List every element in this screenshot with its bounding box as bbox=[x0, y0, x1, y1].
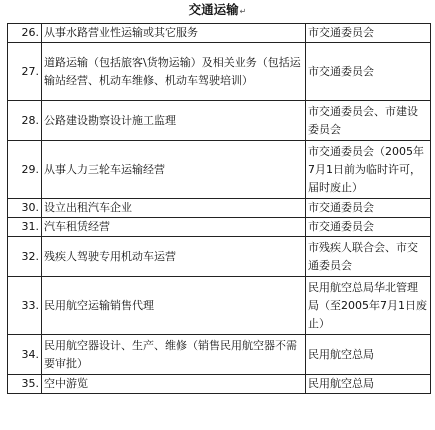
section-title bbox=[0, 2, 435, 20]
table-row bbox=[8, 218, 431, 237]
row-number: 34. bbox=[8, 335, 42, 375]
approving-authority: 市残疾人联合会、市交通委员会 bbox=[306, 237, 431, 277]
paragraph-mark: ↵ bbox=[239, 7, 247, 16]
approval-item: 从事水路营业性运输或其它服务 bbox=[42, 24, 306, 43]
row-number: 32. bbox=[8, 237, 42, 277]
table-row bbox=[8, 24, 431, 43]
approval-item: 设立出租汽车企业 bbox=[42, 199, 306, 218]
approval-item: 从事人力三轮车运输经营 bbox=[42, 141, 306, 199]
table-row bbox=[8, 101, 431, 141]
row-number: 26. bbox=[8, 24, 42, 43]
table-row bbox=[8, 199, 431, 218]
approving-authority: 民用航空总局华北管理局（至2005年7月1日废止） bbox=[306, 277, 431, 335]
approving-authority: 民用航空总局 bbox=[306, 375, 431, 394]
approval-item: 民用航空器设计、生产、维修（销售民用航空器不需要审批） bbox=[42, 335, 306, 375]
approval-item: 残疾人驾驶专用机动车运营 bbox=[42, 237, 306, 277]
approval-item: 汽车租赁经营 bbox=[42, 218, 306, 237]
row-number: 35. bbox=[8, 375, 42, 394]
table-row bbox=[8, 335, 431, 375]
row-number: 30. bbox=[8, 199, 42, 218]
table-row bbox=[8, 277, 431, 335]
table-row bbox=[8, 43, 431, 101]
approving-authority: 市交通委员会 bbox=[306, 218, 431, 237]
approval-item: 民用航空运输销售代理 bbox=[42, 277, 306, 335]
section-title-text: 交通运输 bbox=[188, 2, 239, 17]
row-number: 33. bbox=[8, 277, 42, 335]
approval-item: 公路建设勘察设计施工监理 bbox=[42, 101, 306, 141]
row-number: 29. bbox=[8, 141, 42, 199]
approving-authority: 民用航空总局 bbox=[306, 335, 431, 375]
approving-authority: 市交通委员会（2005年7月1日前为临时许可，届时废止） bbox=[306, 141, 431, 199]
table-row bbox=[8, 237, 431, 277]
approving-authority: 市交通委员会 bbox=[306, 199, 431, 218]
table-row bbox=[8, 375, 431, 394]
approval-item: 空中游览 bbox=[42, 375, 306, 394]
row-number: 27. bbox=[8, 43, 42, 101]
table-row bbox=[8, 141, 431, 199]
licensing-table bbox=[7, 23, 431, 394]
row-number: 31. bbox=[8, 218, 42, 237]
approving-authority: 市交通委员会 bbox=[306, 43, 431, 101]
row-number: 28. bbox=[8, 101, 42, 141]
approval-item: 道路运输（包括旅客\货物运输）及相关业务（包括运输站经营、机动车维修、机动车驾驶培训） bbox=[42, 43, 306, 101]
approving-authority: 市交通委员会 bbox=[306, 24, 431, 43]
approving-authority: 市交通委员会、市建设委员会 bbox=[306, 101, 431, 141]
